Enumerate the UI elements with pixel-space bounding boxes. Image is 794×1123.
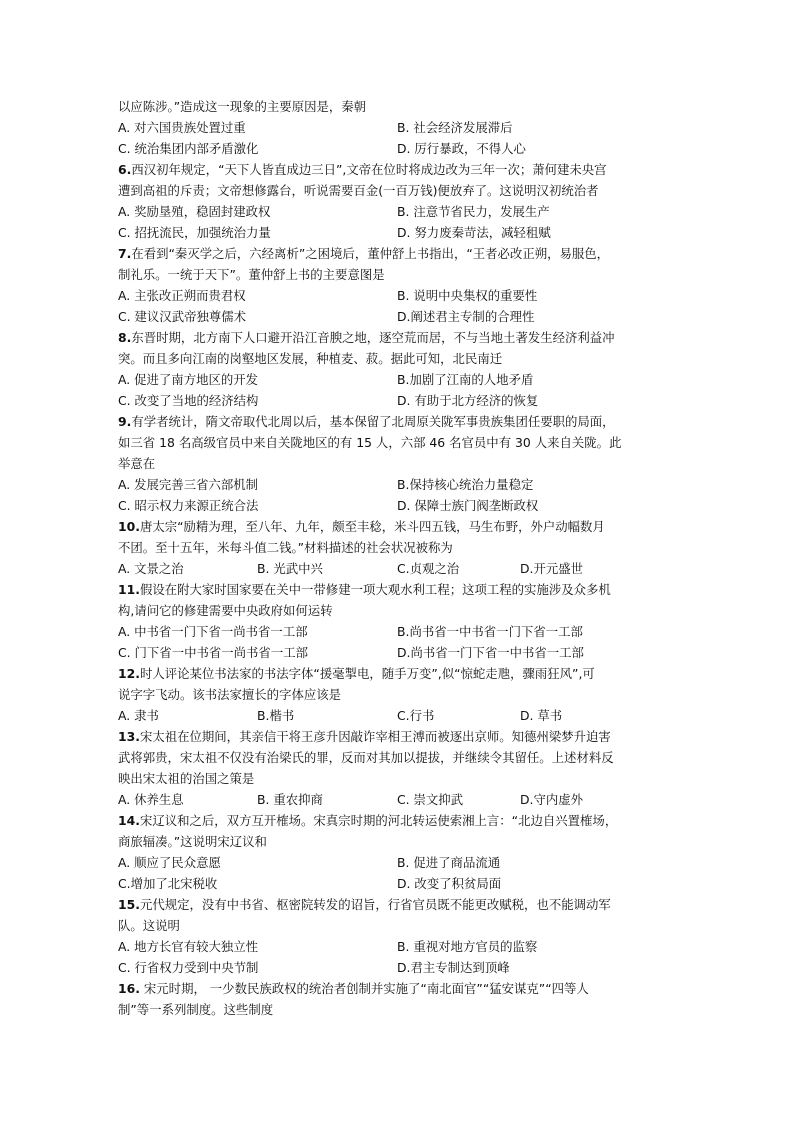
options-row: [118, 138, 678, 159]
question-7: [118, 243, 678, 327]
question-stem-line: [118, 978, 678, 999]
question-stem-text: 东晋时期，北方南下人口避开沿江音腴之地，逐空荒而居，不与当地土著发生经济利益冲: [131, 330, 615, 345]
options-row: [118, 306, 678, 327]
options-row: [118, 936, 678, 957]
question-stem-text: 说字字飞动。该书法家擅长的字体应该是: [118, 687, 342, 702]
question-12: [118, 663, 678, 726]
option-b[interactable]: B.保持核心统治力量稳定: [397, 477, 534, 492]
question-stem-line: [118, 768, 678, 789]
question-stem-line: [118, 684, 678, 705]
question-stem-line: [118, 726, 678, 747]
options-row: [118, 621, 678, 642]
question-number: 6.: [118, 162, 132, 177]
question-number: 16.: [118, 981, 140, 996]
question-stem-text: 如三省 18 名高级官员中来自关陇地区的有 15 人，六部 46 名官员中有 30 人来自关陇。此: [118, 435, 622, 450]
option-a[interactable]: A. 顺应了民众意愿: [118, 855, 221, 870]
question-stem-line: [118, 999, 678, 1020]
question-cont: [118, 96, 678, 159]
option-c[interactable]: C. 行省权力受到中央节制: [118, 960, 259, 975]
option-b[interactable]: B. 重农抑商: [257, 792, 323, 807]
option-a[interactable]: A. 隶书: [118, 708, 159, 723]
question-stem-line: [118, 96, 678, 117]
option-a[interactable]: A. 中书省一门下省一尚书省一工部: [118, 624, 308, 639]
question-stem-line: [118, 327, 678, 348]
question-10: [118, 516, 678, 579]
question-number: 12.: [118, 666, 140, 681]
question-16: [118, 978, 678, 1020]
question-stem-line: [118, 432, 678, 453]
question-stem-text: 宋元时期， 一少数民族政权的统治者创制并实施了“南北面官”“猛安谋克”“四等人: [139, 981, 589, 996]
option-a[interactable]: A. 对六国贵族处置过重: [118, 120, 246, 135]
question-stem-text: 映出宋太祖的治国之策是: [118, 771, 255, 786]
option-d[interactable]: D.尚书省一门下省一中书省一工部: [397, 645, 584, 660]
question-stem-text: 制礼乐。一统于天下”。董仲舒上书的主要意图是: [118, 267, 385, 282]
question-stem-line: [118, 243, 678, 264]
options-row: [118, 957, 678, 978]
question-stem-line: [118, 663, 678, 684]
options-row: [118, 201, 678, 222]
option-a[interactable]: A. 奖励垦殖，稳固封建政权: [118, 204, 271, 219]
question-number: 11.: [118, 582, 140, 597]
option-c[interactable]: C. 建议汉武帝独尊儒术: [118, 309, 247, 324]
question-stem-line: [118, 453, 678, 474]
options-row: [118, 285, 678, 306]
option-d[interactable]: D. 改变了积贫局面: [397, 876, 502, 891]
options-row: [118, 474, 678, 495]
option-d[interactable]: D. 厉行暴政，不得人心: [397, 141, 526, 156]
question-number: 9.: [118, 414, 132, 429]
question-stem-line: [118, 831, 678, 852]
option-c[interactable]: C. 改变了当地的经济结构: [118, 393, 259, 408]
options-row: [118, 390, 678, 411]
question-number: 7.: [118, 246, 132, 261]
question-stem-text: 遭到高祖的斥责；文帝想修露台，听说需要百金(一百万钱)便放弃了。这说明汉初统治者: [118, 183, 599, 198]
option-a[interactable]: A. 文景之治: [118, 561, 184, 576]
options-row: [118, 705, 678, 726]
question-stem-text: 武将郭贵，宋太祖不仅没有治梁氏的罪，反而对其加以提拔，并继续令其留任。上述材料反: [118, 750, 614, 765]
option-a[interactable]: A. 发展完善三省六部机制: [118, 477, 259, 492]
option-c[interactable]: C. 招抚流民，加强统治力量: [118, 225, 271, 240]
question-stem-line: [118, 411, 678, 432]
question-number: 14.: [118, 813, 140, 828]
option-c[interactable]: C. 崇文抑武: [397, 792, 464, 807]
question-number: 8.: [118, 330, 132, 345]
question-stem-text: 举意在: [118, 456, 156, 471]
option-d[interactable]: D.开元盛世: [520, 561, 584, 576]
question-11: [118, 579, 678, 663]
question-stem-text: 队。这说明: [118, 918, 180, 933]
question-stem-text: 制”等一系列制度。这些制度: [118, 1002, 274, 1017]
question-stem-line: [118, 915, 678, 936]
option-c[interactable]: C. 门下省一中书省一尚书省一工部: [118, 645, 308, 660]
option-c[interactable]: C. 统治集团内部矛盾激化: [118, 141, 259, 156]
option-b[interactable]: B.加剧了江南的人地矛盾: [397, 372, 534, 387]
option-b[interactable]: B.尚书省一中书省一门下省一工部: [397, 624, 583, 639]
question-stem-text: 不团。至十五年，米每斗值二钱。”材料描述的社会状况被称为: [118, 540, 453, 555]
option-b[interactable]: B. 促进了商品流通: [397, 855, 501, 870]
question-stem-text: 时人评论某位书法家的书法字体“援毫掣电，随手万变”,似“惊蛇走虺，骤雨狂风”,可: [139, 666, 595, 681]
question-stem-text: 宋太祖在位期间，其亲信干将王彦升因敲诈宰相王溥而被逐出京师。知德州梁梦升迫害: [139, 729, 611, 744]
option-d[interactable]: D.君主专制达到顶峰: [397, 960, 510, 975]
question-stem-text: 突。而且多向江南的岗壑地区发展，种植麦、菽。据此可知，北民南迁: [118, 351, 503, 366]
option-d[interactable]: D. 有助于北方经济的恢复: [397, 393, 539, 408]
question-number: 10.: [118, 519, 140, 534]
option-c[interactable]: C.贞观之治: [397, 561, 460, 576]
question-stem-text: 商旅辐凑。”这说明宋辽议和: [118, 834, 267, 849]
options-row: [118, 873, 678, 894]
option-a[interactable]: A. 休养生息: [118, 792, 184, 807]
option-c[interactable]: C.增加了北宋税收: [118, 876, 218, 891]
question-stem-line: [118, 600, 678, 621]
options-row: [118, 369, 678, 390]
question-15: [118, 894, 678, 978]
question-stem-line: [118, 264, 678, 285]
options-row: [118, 642, 678, 663]
question-14: [118, 810, 678, 894]
question-stem-text: 元代规定，没有中书省、枢密院转发的诏旨，行省官员既不能更改赋税，也不能调动军: [139, 897, 611, 912]
options-row: [118, 495, 678, 516]
option-d[interactable]: D. 草书: [520, 708, 563, 723]
question-6: [118, 159, 678, 243]
option-d[interactable]: D.阐述君主专制的合理性: [397, 309, 535, 324]
option-c[interactable]: C. 昭示权力来源正统合法: [118, 498, 259, 513]
option-b[interactable]: B. 注意节省民力，发展生产: [397, 204, 550, 219]
question-stem-line: [118, 180, 678, 201]
option-c[interactable]: C.行书: [397, 708, 435, 723]
option-b[interactable]: B. 重视对地方官员的监察: [397, 939, 538, 954]
question-stem-text: 以应陈涉。”造成这一现象的主要原因是，秦朝: [118, 99, 367, 114]
question-13: [118, 726, 678, 810]
question-stem-text: 唐太宗“励精为理，至八年、九年，颇至丰稔，米斗四五钱，马生布野，外户动幅数月: [139, 519, 605, 534]
option-d[interactable]: D. 努力废秦苛法，减轻租赋: [397, 225, 551, 240]
options-row: [118, 789, 678, 810]
options-row: [118, 117, 678, 138]
question-stem-line: [118, 516, 678, 537]
question-stem-line: [118, 348, 678, 369]
question-stem-line: [118, 537, 678, 558]
option-b[interactable]: B. 说明中央集权的重要性: [397, 288, 538, 303]
question-stem-text: 宋辽议和之后，双方互开榷场。宋真宗时期的河北转运使索湘上言：“北边自兴置榷场，: [139, 813, 618, 828]
options-row: [118, 852, 678, 873]
question-stem-line: [118, 894, 678, 915]
question-stem-text: 假设在附大家时国家要在关中一带修建一项大观水利工程；这项工程的实施涉及众多机: [139, 582, 611, 597]
option-a[interactable]: A. 主张改正朔而贵君权: [118, 288, 246, 303]
question-stem-text: 在看到“秦灭学之后，六经离析”之困境后，董仲舒上书指出，“王者必改正朔，易服色，: [131, 246, 610, 261]
question-number: 13.: [118, 729, 140, 744]
question-stem-line: [118, 810, 678, 831]
option-a[interactable]: A. 地方长官有较大独立性: [118, 939, 259, 954]
options-row: [118, 558, 678, 579]
option-d[interactable]: D. 保障士族门阀垄断政权: [397, 498, 539, 513]
options-row: [118, 222, 678, 243]
option-a[interactable]: A. 促进了南方地区的开发: [118, 372, 259, 387]
question-stem-text: 构,请问它的修建需要中央政府如何运转: [118, 603, 333, 618]
option-b[interactable]: B. 光武中兴: [257, 561, 323, 576]
question-stem-line: [118, 579, 678, 600]
question-stem-text: 西汉初年规定，“天下人皆直成边三日”,文帝在位时将成边改为三年一次；萧何建未央宫: [131, 162, 607, 177]
question-stem-text: 有学者统计，隋文帝取代北周以后，基本保留了北周原关陇军事贵族集团任要职的局面，: [131, 414, 615, 429]
question-stem-line: [118, 747, 678, 768]
question-9: [118, 411, 678, 516]
exam-page: [118, 96, 678, 1020]
option-b[interactable]: B.楷书: [257, 708, 295, 723]
option-b[interactable]: B. 社会经济发展滞后: [397, 120, 513, 135]
question-stem-line: [118, 159, 678, 180]
question-number: 15.: [118, 897, 140, 912]
option-d[interactable]: D.守内虚外: [520, 792, 584, 807]
question-8: [118, 327, 678, 411]
